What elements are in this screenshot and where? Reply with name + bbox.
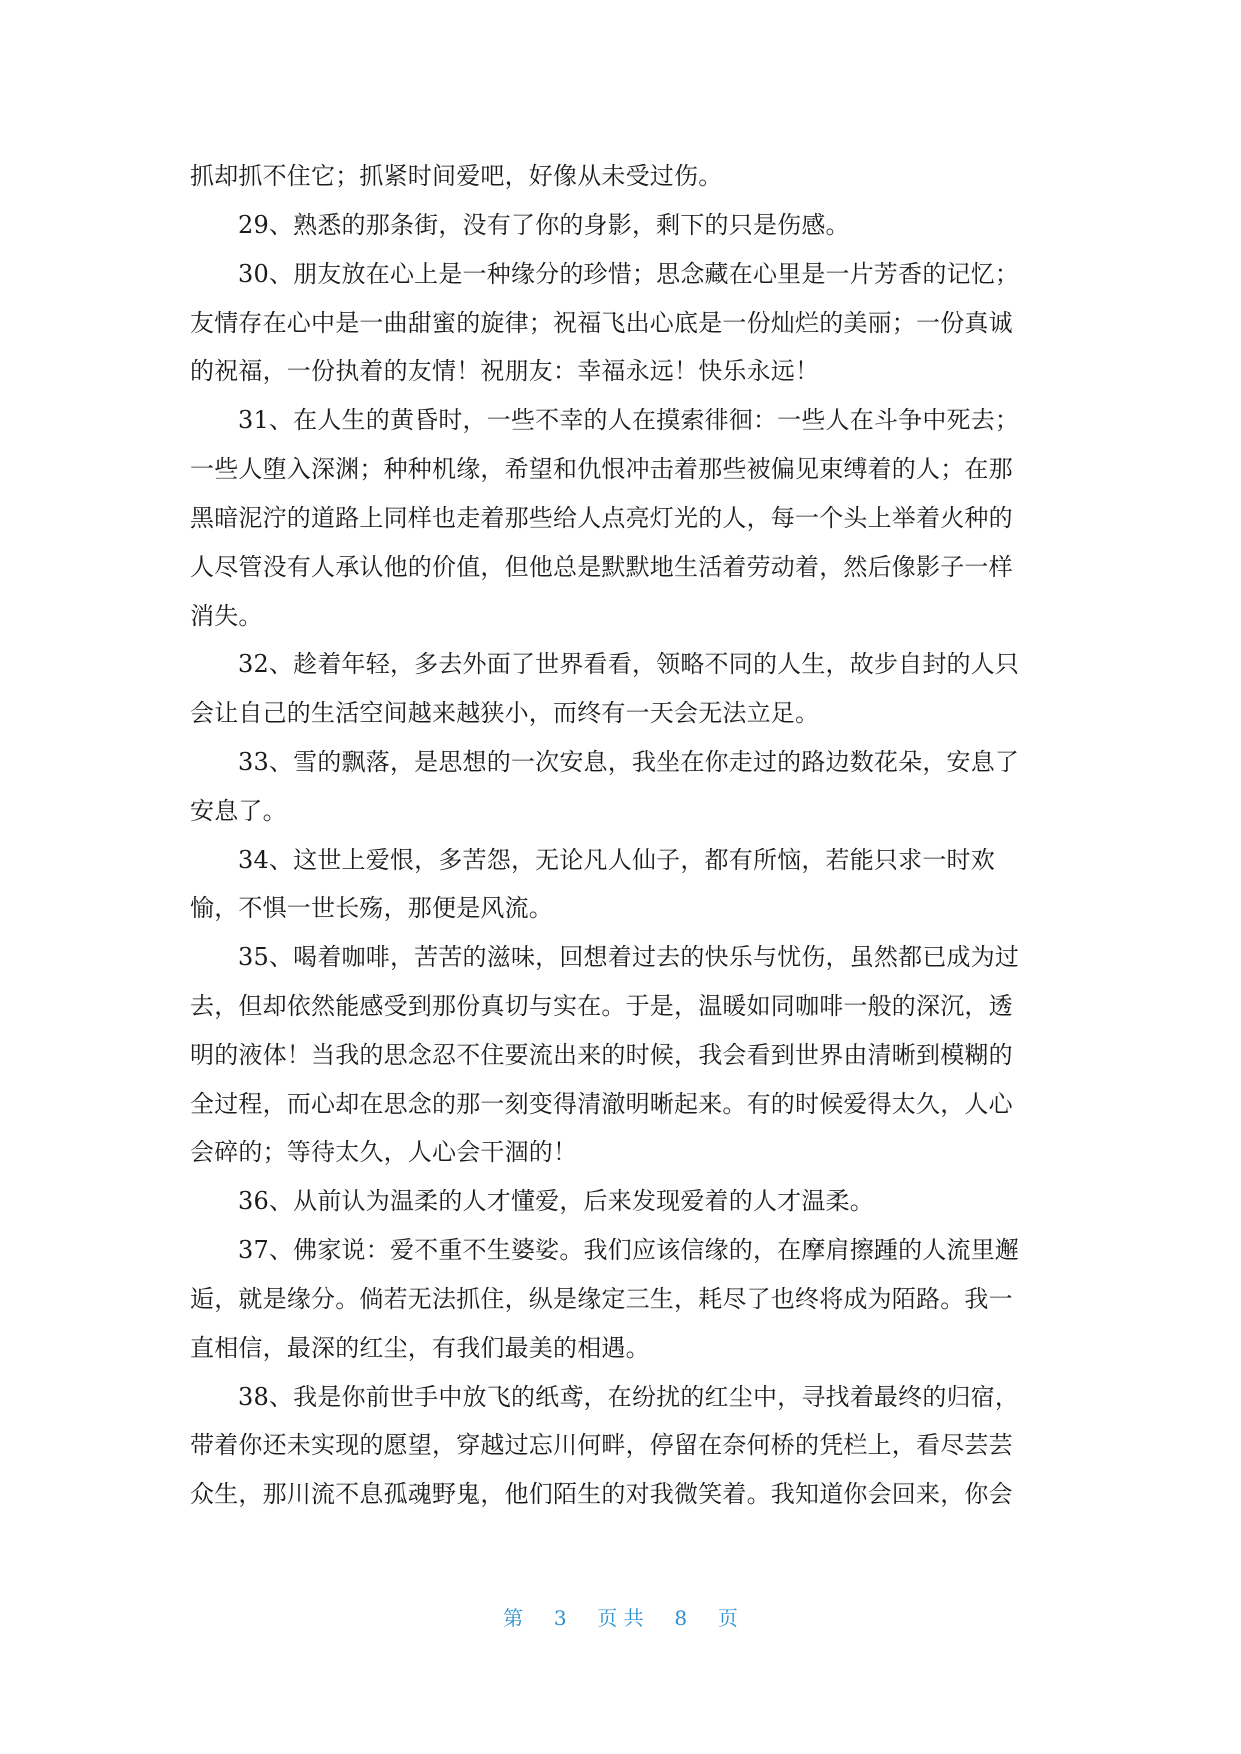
text-line: 明的液体！当我的思念忍不住要流出来的时候，我会看到世界由清晰到模糊的	[190, 1041, 1013, 1069]
text-line: 人尽管没有人承认他的价值，但他总是默默地生活着劳动着，然后像影子一样	[190, 553, 1013, 581]
text-line: 37、佛家说：爱不重不生婆娑。我们应该信缘的，在摩肩擦踵的人流里邂	[238, 1236, 1020, 1264]
text-line: 29、熟悉的那条街，没有了你的身影，剩下的只是伤感。	[238, 211, 850, 239]
text-line: 一些人堕入深渊；种种机缘，希望和仇恨冲击着那些被偏见束缚着的人；在那	[190, 455, 1013, 483]
text-line: 逅，就是缘分。倘若无法抓住，纵是缘定三生，耗尽了也终将成为陌路。我一	[190, 1285, 1013, 1313]
text-line: 众生，那川流不息孤魂野鬼，他们陌生的对我微笑着。我知道你会回来，你会	[190, 1480, 1013, 1508]
text-line: 35、喝着咖啡，苦苦的滋味，回想着过去的快乐与忧伤，虽然都已成为过	[238, 943, 1020, 971]
text-line: 32、趁着年轻，多去外面了世界看看，领略不同的人生，故步自封的人只	[238, 650, 1020, 678]
text-line: 去，但却依然能感受到那份真切与实在。于是，温暖如同咖啡一般的深沉，透	[190, 992, 1013, 1020]
text-line: 黑暗泥泞的道路上同样也走着那些给人点亮灯光的人，每一个头上举着火种的	[190, 504, 1013, 532]
text-line: 会碎的；等待太久，人心会干涸的！	[190, 1138, 578, 1166]
text-line: 30、朋友放在心上是一种缘分的珍惜；思念藏在心里是一片芳香的记忆；	[238, 260, 1020, 288]
page-of-label: 页 共	[597, 1606, 644, 1630]
text-line: 33、雪的飘落，是思想的一次安息，我坐在你走过的路边数花朵，安息了	[238, 748, 1020, 776]
text-line: 会让自己的生活空间越来越狭小，而终有一天会无法立足。	[190, 699, 820, 727]
page-end-label: 页	[717, 1606, 738, 1630]
text-line: 38、我是你前世手中放飞的纸鸢，在纷扰的红尘中，寻找着最终的归宿，	[238, 1383, 1020, 1411]
text-line: 36、从前认为温柔的人才懂爱，后来发现爱着的人才温柔。	[238, 1187, 874, 1215]
text-line: 全过程，而心却在思念的那一刻变得清澈明晰起来。有的时候爱得太久，人心	[190, 1090, 1013, 1118]
text-line: 带着你还未实现的愿望，穿越过忘川何畔，停留在奈何桥的凭栏上，看尽芸芸	[190, 1431, 1013, 1459]
text-line: 34、这世上爱恨，多苦怨，无论凡人仙子，都有所恼，若能只求一时欢	[238, 846, 995, 874]
text-line: 的祝福，一份执着的友情！祝朋友：幸福永远！快乐永远！	[190, 357, 820, 385]
text-line: 友情存在心中是一曲甜蜜的旋律；祝福飞出心底是一份灿烂的美丽；一份真诚	[190, 309, 1013, 337]
total-pages-number: 8	[674, 1606, 688, 1630]
text-line: 安息了。	[190, 797, 287, 825]
text-line: 愉，不惧一世长殇，那便是风流。	[190, 894, 553, 922]
current-page-number: 3	[553, 1606, 567, 1630]
text-line: 直相信，最深的红尘，有我们最美的相遇。	[190, 1334, 650, 1362]
text-line: 31、在人生的黄昏时，一些不幸的人在摸索徘徊：一些人在斗争中死去；	[238, 406, 1020, 434]
text-line: 抓却抓不住它；抓紧时间爱吧，好像从未受过伤。	[190, 162, 723, 190]
page-label: 第	[503, 1606, 524, 1630]
text-line: 消失。	[190, 602, 263, 630]
page-footer	[0, 1604, 1241, 1632]
